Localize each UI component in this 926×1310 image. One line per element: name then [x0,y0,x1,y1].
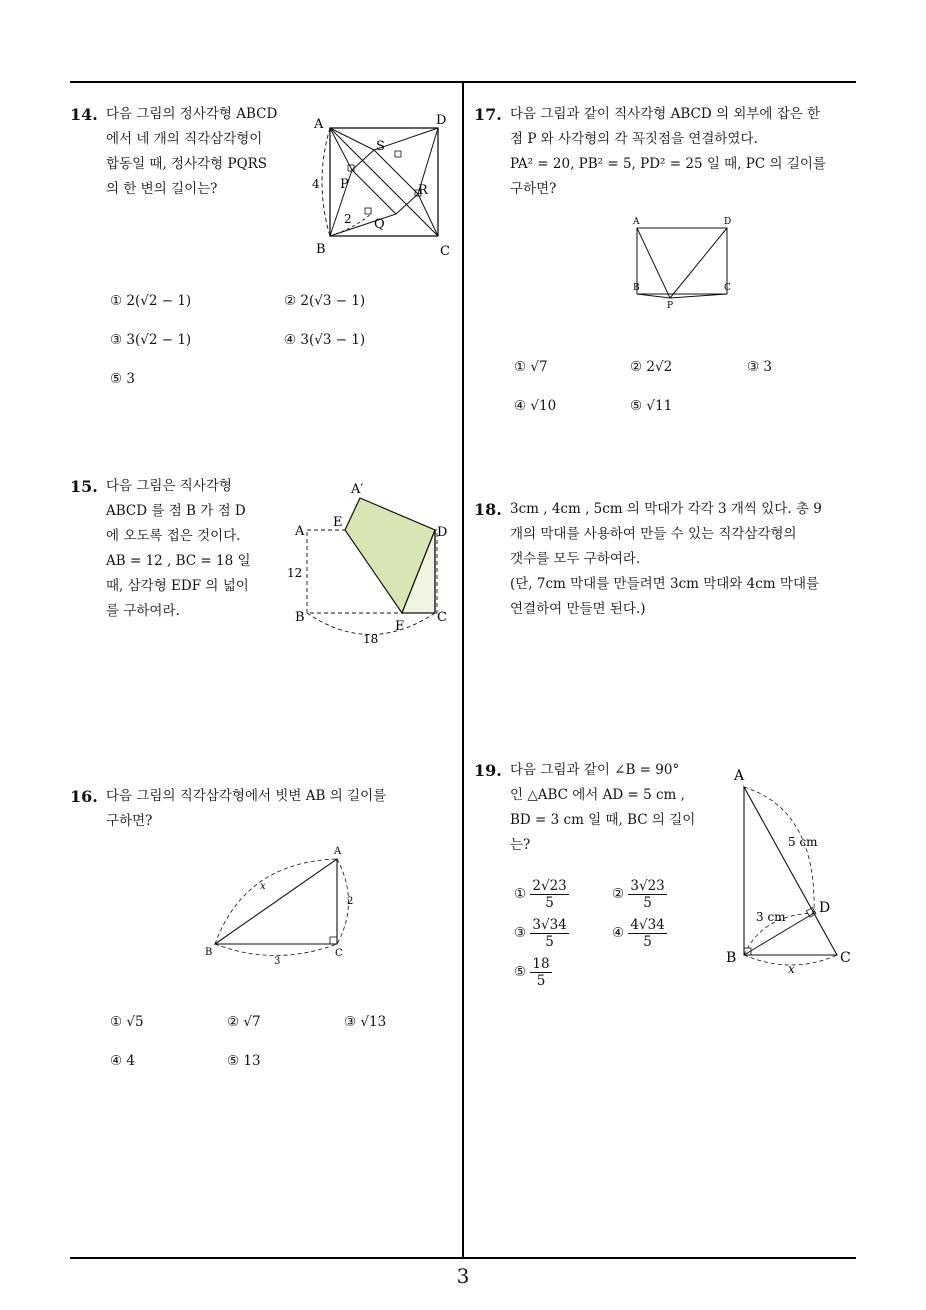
question-number: 17. [474,105,502,124]
question-text [510,758,695,858]
choice-1[interactable]: ① √5 [110,1014,144,1030]
question-text [510,102,826,202]
question-line: 구하면? [106,813,153,829]
figure-folded-rectangle [285,478,460,648]
length-4: 4 [312,177,320,191]
choice-3[interactable]: ③ √13 [344,1014,387,1030]
choice-3[interactable]: ③ 3(√2 − 1) [110,332,192,348]
denominator: 5 [545,934,554,950]
choice-mark: ⑤ [514,964,527,980]
question-line: 다음 그림의 정사각형 ABCD [106,106,278,122]
question-15 [70,474,290,634]
choice-3[interactable] [514,917,569,950]
label-c: C [335,948,343,959]
label-a: A [633,217,640,227]
label-d: D [724,217,732,227]
label-b: B [316,242,326,257]
question-line: 다음 그림과 같이 직사각형 ABCD 의 외부에 잡은 한 [510,106,821,122]
question-number: 19. [474,761,502,780]
fraction [628,917,666,950]
choice-1[interactable] [514,878,569,911]
question-line: AB = 12 , BC = 18 일 [106,553,251,569]
page-number: 3 [456,1264,470,1288]
question-text [106,102,277,202]
denominator: 5 [643,934,652,950]
length-3cm: 3 cm [756,910,786,924]
choice-2[interactable]: ② 2(√3 − 1) [284,293,366,309]
label-a: A [734,768,745,784]
fraction [628,878,666,911]
label-r: R [418,183,428,198]
question-line: 구하면? [510,181,557,197]
choice-mark: ② [612,886,625,902]
label-x: x [788,962,795,976]
choice-4[interactable]: ④ 4 [110,1053,135,1069]
numerator: 3√23 [630,878,665,894]
question-line: 점 P 와 사각형의 각 꼭짓점을 연결하였다. [510,131,758,147]
question-text [510,497,822,622]
question-line: 는? [510,837,531,853]
length-18: 18 [363,632,379,646]
question-18 [474,497,864,627]
figure-rectangle-point-p [625,214,740,314]
length-5cm: 5 cm [788,835,818,849]
length-2: 2 [344,212,352,226]
question-line: 다음 그림과 같이 ∠B = 90° [510,762,680,778]
choice-2[interactable]: ② 2√2 [630,359,673,375]
label-c: C [440,244,450,259]
choice-2[interactable]: ② √7 [227,1014,261,1030]
denominator: 5 [545,895,554,911]
numerator: 2√23 [532,878,567,894]
label-c: C [437,610,447,625]
question-number: 15. [70,477,98,496]
question-line: 에 오도록 접은 것이다. [106,528,241,544]
label-b: B [295,610,305,625]
choice-1[interactable]: ① √7 [514,359,548,375]
fraction [530,917,568,950]
question-line: (단, 7cm 막대를 만들려면 3cm 막대와 4cm 막대를 [510,576,820,592]
figure-right-triangle [195,842,370,967]
question-text [106,474,251,624]
question-17 [474,102,864,212]
choice-mark: ③ [514,925,527,941]
label-c: C [724,283,731,293]
choice-mark: ④ [612,925,625,941]
label-d: D [436,113,447,128]
choice-5[interactable] [514,956,552,989]
denominator: 5 [643,895,652,911]
question-line: 인 △ABC 에서 AD = 5 cm , [510,787,685,803]
choice-1[interactable]: ① 2(√2 − 1) [110,293,192,309]
label-a: A [334,846,342,857]
column-divider [462,81,464,1259]
label-b: B [726,950,737,966]
choice-2[interactable] [612,878,667,911]
figure-square-abcd [300,110,460,260]
label-x: x [260,881,266,892]
bottom-rule [70,1257,856,1259]
choice-4[interactable]: ④ √10 [514,398,557,414]
choice-3[interactable]: ③ 3 [747,359,772,375]
label-f: F [395,619,405,634]
label-p: P [667,301,674,311]
label-s: S [376,139,385,154]
choice-5[interactable]: ⑤ 3 [110,371,135,387]
question-line: 에서 네 개의 직각삼각형이 [106,131,263,147]
question-line: 연결하여 만들면 된다.) [510,601,646,617]
label-b: B [633,283,640,293]
question-line: BD = 3 cm 일 때, BC 의 길이 [510,812,696,828]
question-number: 16. [70,787,98,806]
numerator: 3√34 [532,917,567,933]
label-q: Q [374,217,385,232]
choice-5[interactable]: ⑤ √11 [630,398,673,414]
length-12: 12 [287,566,303,580]
question-line: 다음 그림은 직사각형 [106,478,232,494]
fraction [530,956,551,989]
question-16 [70,784,450,844]
question-19 [474,758,724,868]
numerator: 18 [532,956,550,972]
choice-4[interactable]: ④ 3(√3 − 1) [284,332,366,348]
question-line: 다음 그림의 직각삼각형에서 빗변 AB 의 길이를 [106,788,387,804]
label-a-prime: A′ [351,482,364,497]
choice-5[interactable]: ⑤ 13 [227,1053,261,1069]
numerator: 4√34 [630,917,665,933]
question-number: 18. [474,500,502,519]
label-a: A [295,524,305,539]
denominator: 5 [536,973,546,989]
question-text [106,784,386,834]
question-line: 의 한 변의 길이는? [106,181,218,197]
label-a: A [314,117,324,132]
label-d: D [819,900,831,916]
question-line: 합동일 때, 정사각형 PQRS [106,156,268,172]
question-line: 갯수를 모두 구하여라. [510,551,641,567]
choice-mark: ① [514,886,527,902]
label-e: E [333,515,343,530]
length-3: 3 [274,956,281,967]
question-number: 14. [70,105,98,124]
choice-4[interactable] [612,917,667,950]
question-line: ABCD 를 점 B 가 점 D [106,503,246,519]
label-b: B [205,947,213,958]
figure-triangle-abc [722,765,862,980]
question-line: 3cm , 4cm , 5cm 의 막대가 각각 3 개씩 있다. 총 9 [510,501,822,517]
label-p: P [340,177,349,192]
length-2: 2 [347,896,354,907]
question-line: 를 구하여라. [106,603,180,619]
fraction [530,878,568,911]
question-line: 때, 삼각형 EDF 의 넓이 [106,578,249,594]
question-line: 개의 막대를 사용하여 만들 수 있는 직각삼각형의 [510,526,797,542]
label-c: C [840,950,851,966]
question-line: PA² = 20, PB² = 5, PD² = 25 일 때, PC 의 길이를 [510,156,826,172]
label-d: D [437,525,448,540]
